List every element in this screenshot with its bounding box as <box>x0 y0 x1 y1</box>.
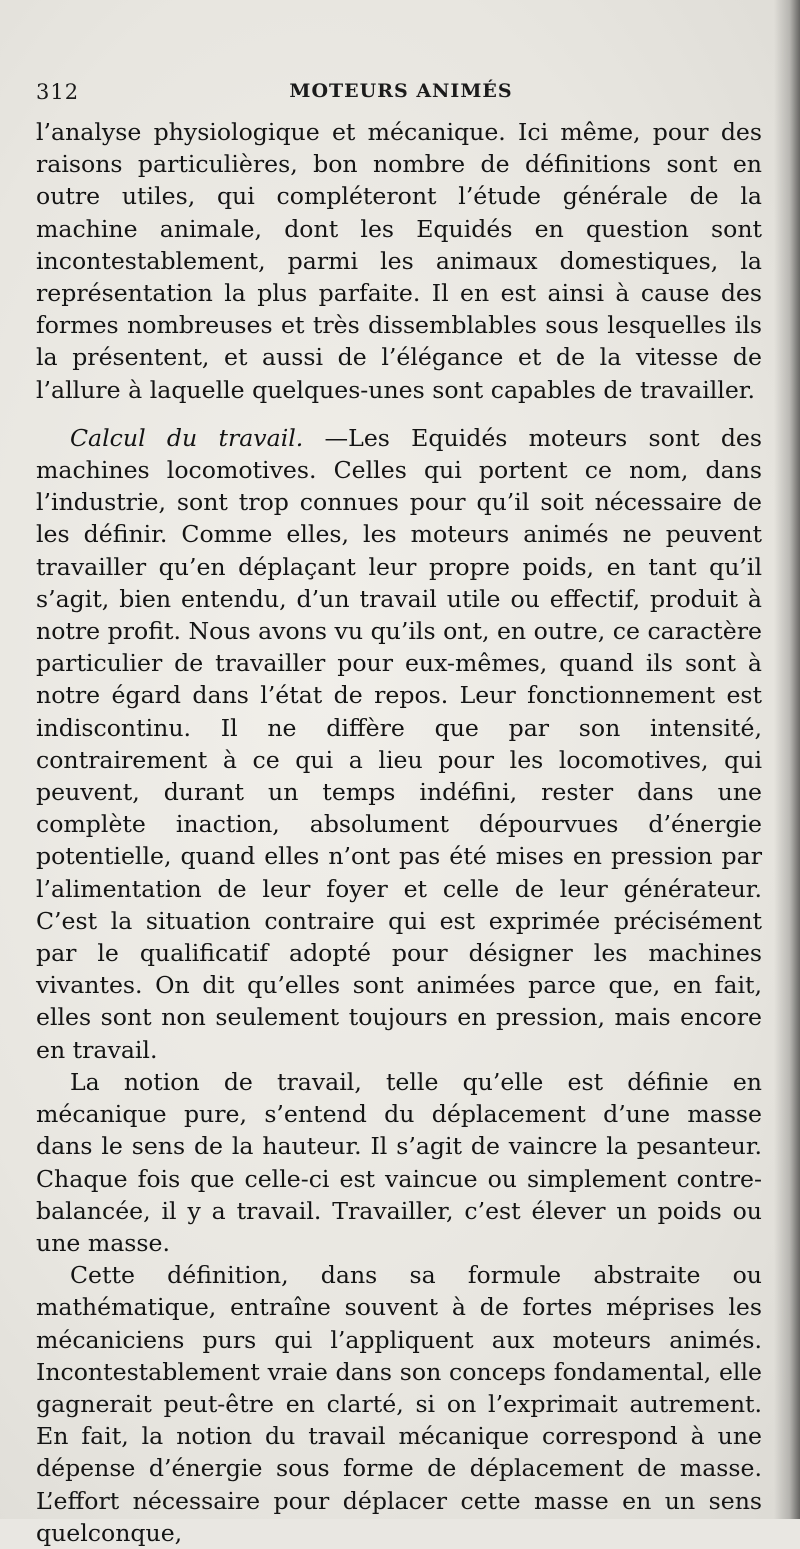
paragraph-3: La notion de travail, telle qu’elle est définie en mécanique pure, s’entend du déplacement d’une masse dans le sens de la hauteur. Il s’agit de vaincre la pesanteur. Chaque fois que celle-ci est vaincue ou simplement contre-balancée, il y a travail. Travailler, c’est élever un poids ou une masse. <box>36 1067 762 1257</box>
page-header <box>36 78 766 108</box>
paragraph-1: l’analyse physiologique et mécanique. Ici même, pour des raisons particulières, bon nombre de définitions sont en outre utiles, qui compléteront l’étude générale de la machine animale, dont les Equidés en question sont incontestablement, parmi les animaux domestiques, la représentation la plus parfaite. Il en est ainsi à cause des formes nombreuses et très dissemblables sous lesquelles ils la présentent, et aussi de l’élégance et de la vitesse de l’allure à laquelle quelques-unes sont capables de travailler. <box>36 118 762 404</box>
paragraph-4: Cette définition, dans sa formule abstraite ou mathématique, entraîne souvent à de fortes méprises les mécaniciens purs qui l’appliquent aux moteurs animés. Incontestablement vraie dans son conceps fondamental, elle gagnerait peut-être en clarté, si on l’exprimait autrement. En fait, la notion du travail mécanique correspond à une dépense d’énergie sous forme de déplacement de masse. L’effort nécessaire pour déplacer cette masse en un sens quelconque, <box>36 1261 762 1547</box>
section-title: Calcul du travail. <box>70 423 304 452</box>
page-number: 312 <box>36 80 80 104</box>
running-head: MOTEURS ANIMÉS <box>289 80 513 102</box>
paragraph-calcul-du-travail <box>36 422 762 1066</box>
body-text <box>36 116 762 1549</box>
page-edge-shadow <box>774 0 800 1519</box>
paragraph-2-text: —Les Equidés moteurs sont des machines locomotives. Celles qui portent ce nom, dans l’industrie, sont trop connues pour qu’il soit nécessaire de les définir. Comme elles, les moteurs animés ne peuvent travailler qu’en déplaçant leur propre poids, en tant qu’il s’agit, bien entendu, d’un travail utile ou effectif, produit à notre profit. Nous avons vu qu’ils ont, en outre, ce caractère particulier de travailler pour eux-mêmes, quand ils sont à notre égard dans l’état de repos. Leur fonctionnement est indiscontinu. Il ne diffère que par son intensité, contrairement à ce qui a lieu pour les locomotives, qui peuvent, durant un temps indéfini, rester dans une complète inaction, absolument dépourvues d’énergie potentielle, quand elles n’ont pas été mises en pression par l’alimentation de leur foyer et celle de leur générateur. C’est la situation contraire qui est exprimée précisément par le qualificatif adopté pour désigner les machines vivantes. On dit qu’elles sont animées parce que, en fait, elles sont non seulement toujours en pression, mais encore en travail. <box>36 423 762 1064</box>
